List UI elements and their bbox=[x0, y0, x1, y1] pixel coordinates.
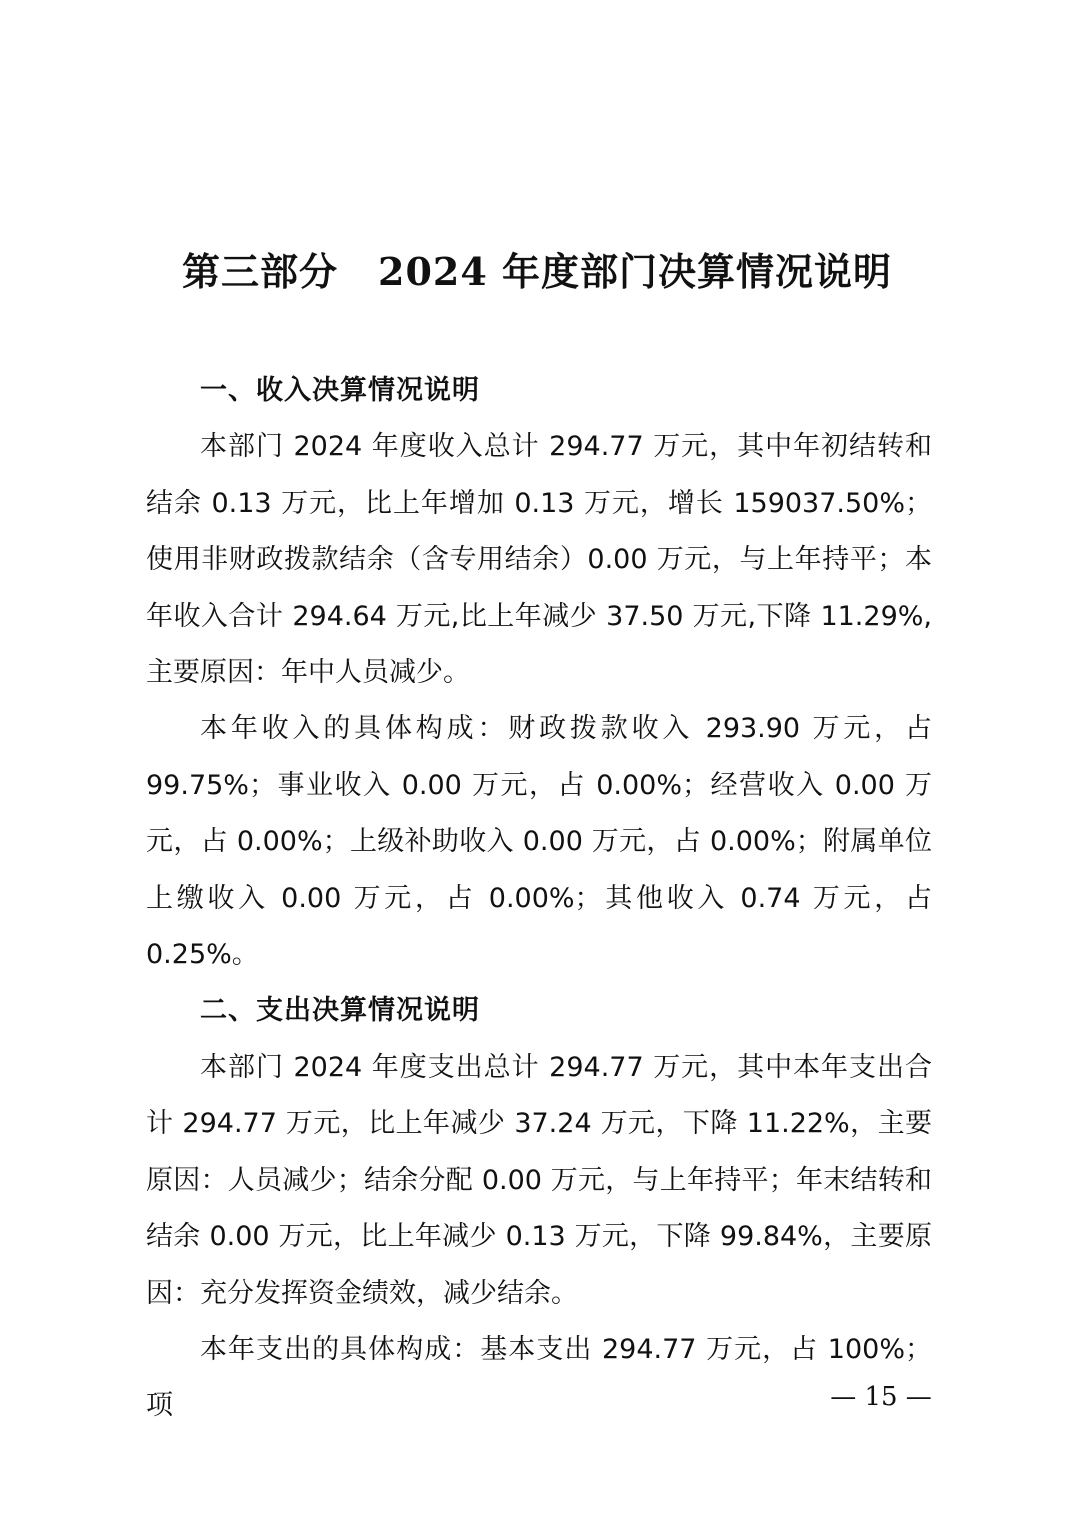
page-title bbox=[0, 246, 1074, 298]
document-body bbox=[146, 363, 932, 1435]
title-part: 第三部分 bbox=[181, 249, 338, 294]
expenditure-paragraph-1: 本部门 2024 年度支出总计 294.77 万元，其中本年支出合计 294.77 万元，比上年减少 37.24 万元，下降 11.22%，主要原因：人员减少；结余分配 0.00 万元，与上年持平；年末结转和结余 0.00 万元，比上年减少 0.13 万元，下降 99.84%，主要原因：充分发挥资金绩效，减少结余。 bbox=[146, 1051, 932, 1309]
page-number: — 15 — bbox=[830, 1382, 932, 1412]
section-heading-income: 一、收入决算情况说明 bbox=[200, 375, 480, 406]
income-paragraph-2: 本年收入的具体构成：财政拨款收入 293.90 万元，占 99.75%；事业收入 0.00 万元，占 0.00%；经营收入 0.00 万元，占 0.00%；上级补助收入 0.00 万元，占 0.00%；附属单位上缴收入 0.00 万元，占 0.00%；其他收入 0.74 万元，占 0.25%。 bbox=[146, 713, 932, 971]
expenditure-paragraph-2: 本年支出的具体构成：基本支出 294.77 万元，占 100%；项 bbox=[146, 1333, 932, 1422]
section-heading-expenditure: 二、支出决算情况说明 bbox=[200, 995, 480, 1027]
title-main: 2024 年度部门决算情况说明 bbox=[378, 249, 892, 294]
income-paragraph-1: 本部门 2024 年度收入总计 294.77 万元，其中年初结转和结余 0.13 万元，比上年增加 0.13 万元，增长 159037.50%；使用非财政拨款结余（含专用结余）0.00 万元，与上年持平；本年收入合计 294.64 万元,比上年减少 37.50 万元,下降 11.29%,主要原因：年中人员减少。 bbox=[146, 431, 932, 689]
